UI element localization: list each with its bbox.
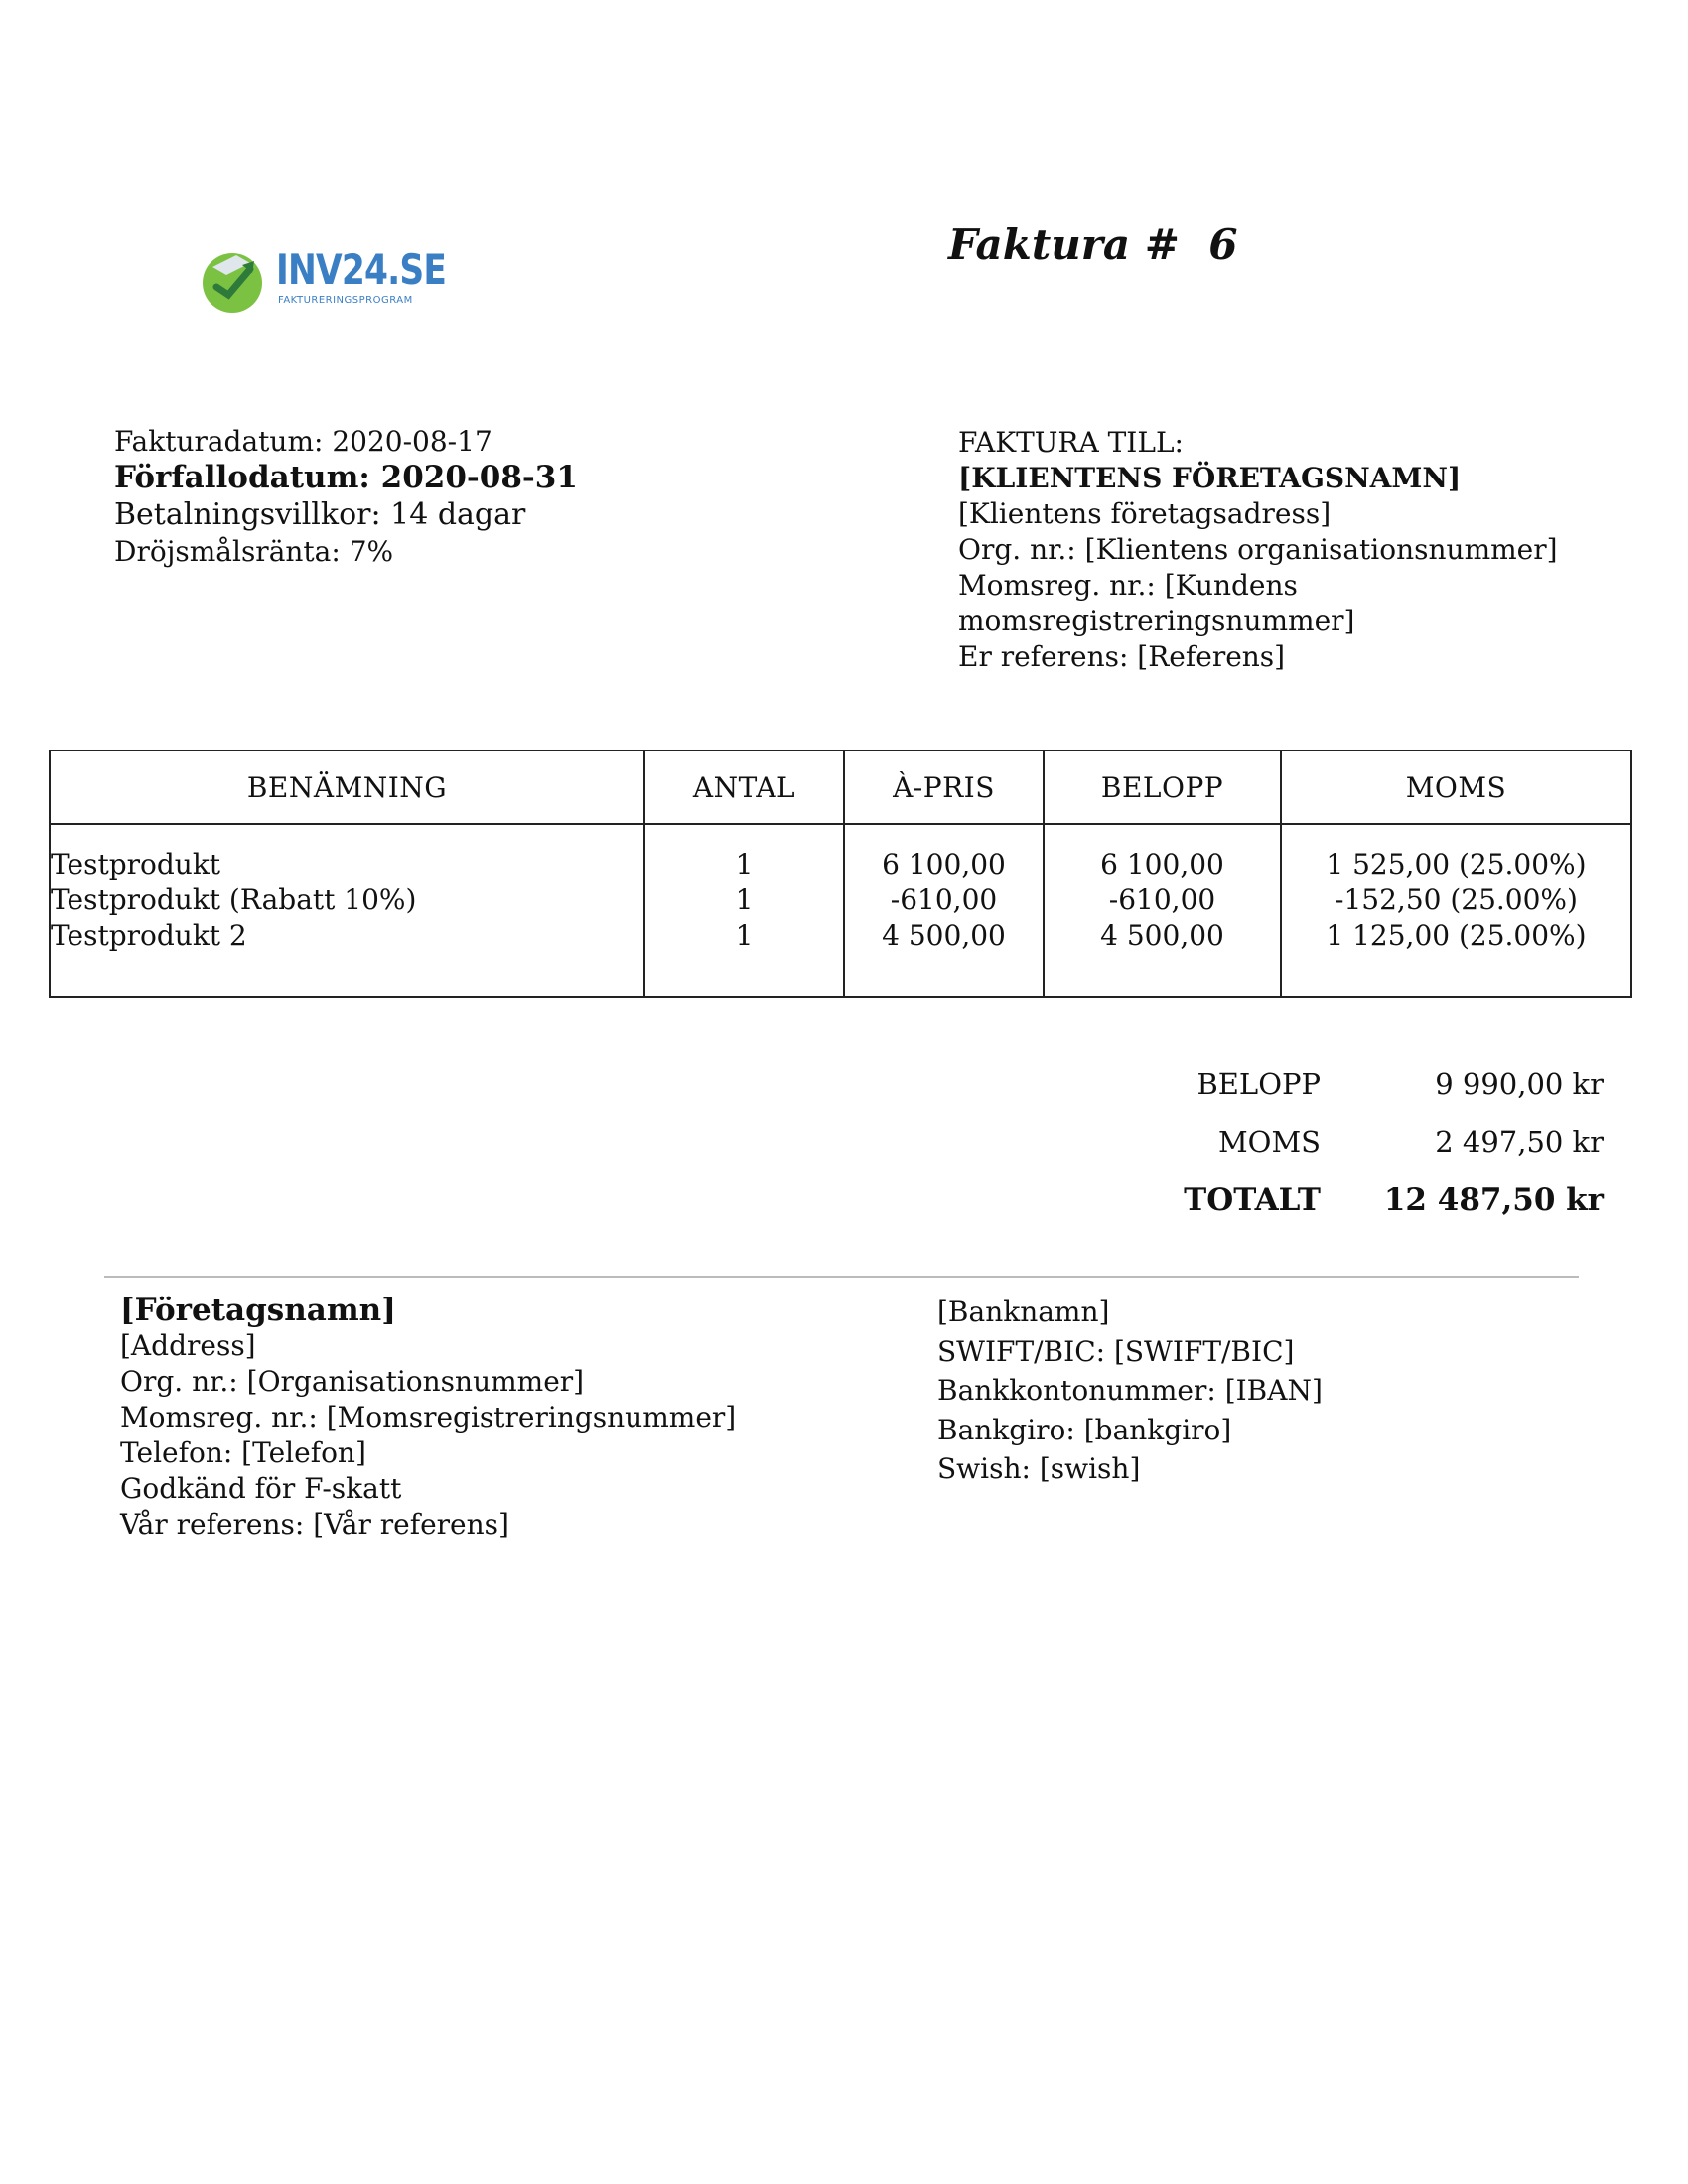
seller-our-ref: Vår referens: [Vår referens] xyxy=(120,1508,509,1541)
invoice-meta xyxy=(114,423,578,570)
bank-account: Bankkontonummer: [IBAN] xyxy=(937,1374,1323,1407)
total-row xyxy=(1072,1182,1609,1240)
due-date: Förfallodatum: 2020-08-31 xyxy=(114,460,578,495)
bank-swish: Swish: [swish] xyxy=(937,1452,1141,1485)
bank-swift: SWIFT/BIC: [SWIFT/BIC] xyxy=(937,1334,1295,1368)
seller-info xyxy=(120,1293,736,1543)
client-vat-line2: momsregistreringsnummer] xyxy=(958,605,1355,637)
item-name: Testprodukt (Rabatt 10%) xyxy=(51,884,417,916)
header-amount: BELOPP xyxy=(1044,751,1281,824)
header-qty: ANTAL xyxy=(644,751,844,824)
bank-giro: Bankgiro: [bankgiro] xyxy=(937,1413,1232,1446)
seller-f-tax: Godkänd för F-skatt xyxy=(120,1472,402,1505)
client-vat-line1: Momsreg. nr.: [Kundens xyxy=(958,569,1298,602)
seller-vat-nr: Momsreg. nr.: [Momsregistreringsnummer] xyxy=(120,1401,737,1433)
subtotal-value: 9 990,00 kr xyxy=(1435,1067,1604,1101)
header-price: À-PRIS xyxy=(844,751,1044,824)
item-vat: -152,50 (25.00%) xyxy=(1335,884,1578,916)
subtotal-label: BELOPP xyxy=(1196,1067,1321,1101)
invoice-title-label: Faktura # xyxy=(948,220,1180,269)
vat-value: 2 497,50 kr xyxy=(1435,1125,1604,1159)
item-price: 4 500,00 xyxy=(882,919,1006,952)
seller-phone: Telefon: [Telefon] xyxy=(120,1436,366,1469)
client-reference: Er referens: [Referens] xyxy=(958,640,1286,673)
item-amount: -610,00 xyxy=(1108,884,1216,916)
header-name: BENÄMNING xyxy=(50,751,644,824)
item-qty: 1 xyxy=(735,884,754,916)
vat-column xyxy=(1281,824,1631,997)
footer-divider xyxy=(104,1276,1579,1278)
item-vat: 1 525,00 (25.00%) xyxy=(1326,848,1587,881)
invoice-date: Fakturadatum: 2020-08-17 xyxy=(114,425,492,458)
subtotal-row xyxy=(1072,1067,1609,1125)
logo-wordmark: INV24.SE xyxy=(276,245,447,294)
item-vat: 1 125,00 (25.00%) xyxy=(1326,919,1587,952)
name-column xyxy=(50,824,644,997)
qty-column xyxy=(644,824,844,997)
item-name: Testprodukt 2 xyxy=(51,919,247,952)
payment-terms: Betalningsvillkor: 14 dagar xyxy=(114,497,526,532)
seller-company: [Företagsnamn] xyxy=(120,1293,396,1328)
vat-row xyxy=(1072,1125,1609,1182)
item-price: -610,00 xyxy=(890,884,998,916)
invoice-title xyxy=(948,220,1237,269)
total-label: TOTALT xyxy=(1184,1182,1321,1218)
items-table xyxy=(49,750,1632,998)
totals-block xyxy=(1072,1067,1609,1240)
header-vat: MOMS xyxy=(1281,751,1631,824)
seller-address: [Address] xyxy=(120,1329,256,1362)
item-amount: 6 100,00 xyxy=(1100,848,1224,881)
client-org-nr: Org. nr.: [Klientens organisationsnummer] xyxy=(958,533,1558,566)
item-amount: 4 500,00 xyxy=(1100,919,1224,952)
logo-tagline: FAKTURERINGSPROGRAM xyxy=(278,295,413,306)
total-value: 12 487,50 kr xyxy=(1383,1182,1604,1218)
bill-to xyxy=(958,425,1574,675)
table-body-row xyxy=(50,824,1631,997)
price-column xyxy=(844,824,1044,997)
item-qty: 1 xyxy=(735,919,754,952)
logo-check-icon xyxy=(199,243,274,319)
bank-name: [Banknamn] xyxy=(937,1296,1110,1328)
seller-org-nr: Org. nr.: [Organisationsnummer] xyxy=(120,1365,585,1398)
company-logo xyxy=(199,243,447,323)
item-name: Testprodukt xyxy=(51,848,221,881)
client-company: [KLIENTENS FÖRETAGSNAMN] xyxy=(958,462,1462,494)
client-address: [Klientens företagsadress] xyxy=(958,497,1332,530)
bank-info xyxy=(937,1293,1323,1489)
vat-label: MOMS xyxy=(1217,1125,1321,1159)
late-interest: Dröjsmålsränta: 7% xyxy=(114,535,394,568)
bill-to-heading: FAKTURA TILL: xyxy=(958,426,1184,459)
invoice-number: 6 xyxy=(1208,220,1238,269)
item-price: 6 100,00 xyxy=(882,848,1006,881)
item-qty: 1 xyxy=(735,848,754,881)
table-header-row xyxy=(50,751,1631,824)
amount-column xyxy=(1044,824,1281,997)
